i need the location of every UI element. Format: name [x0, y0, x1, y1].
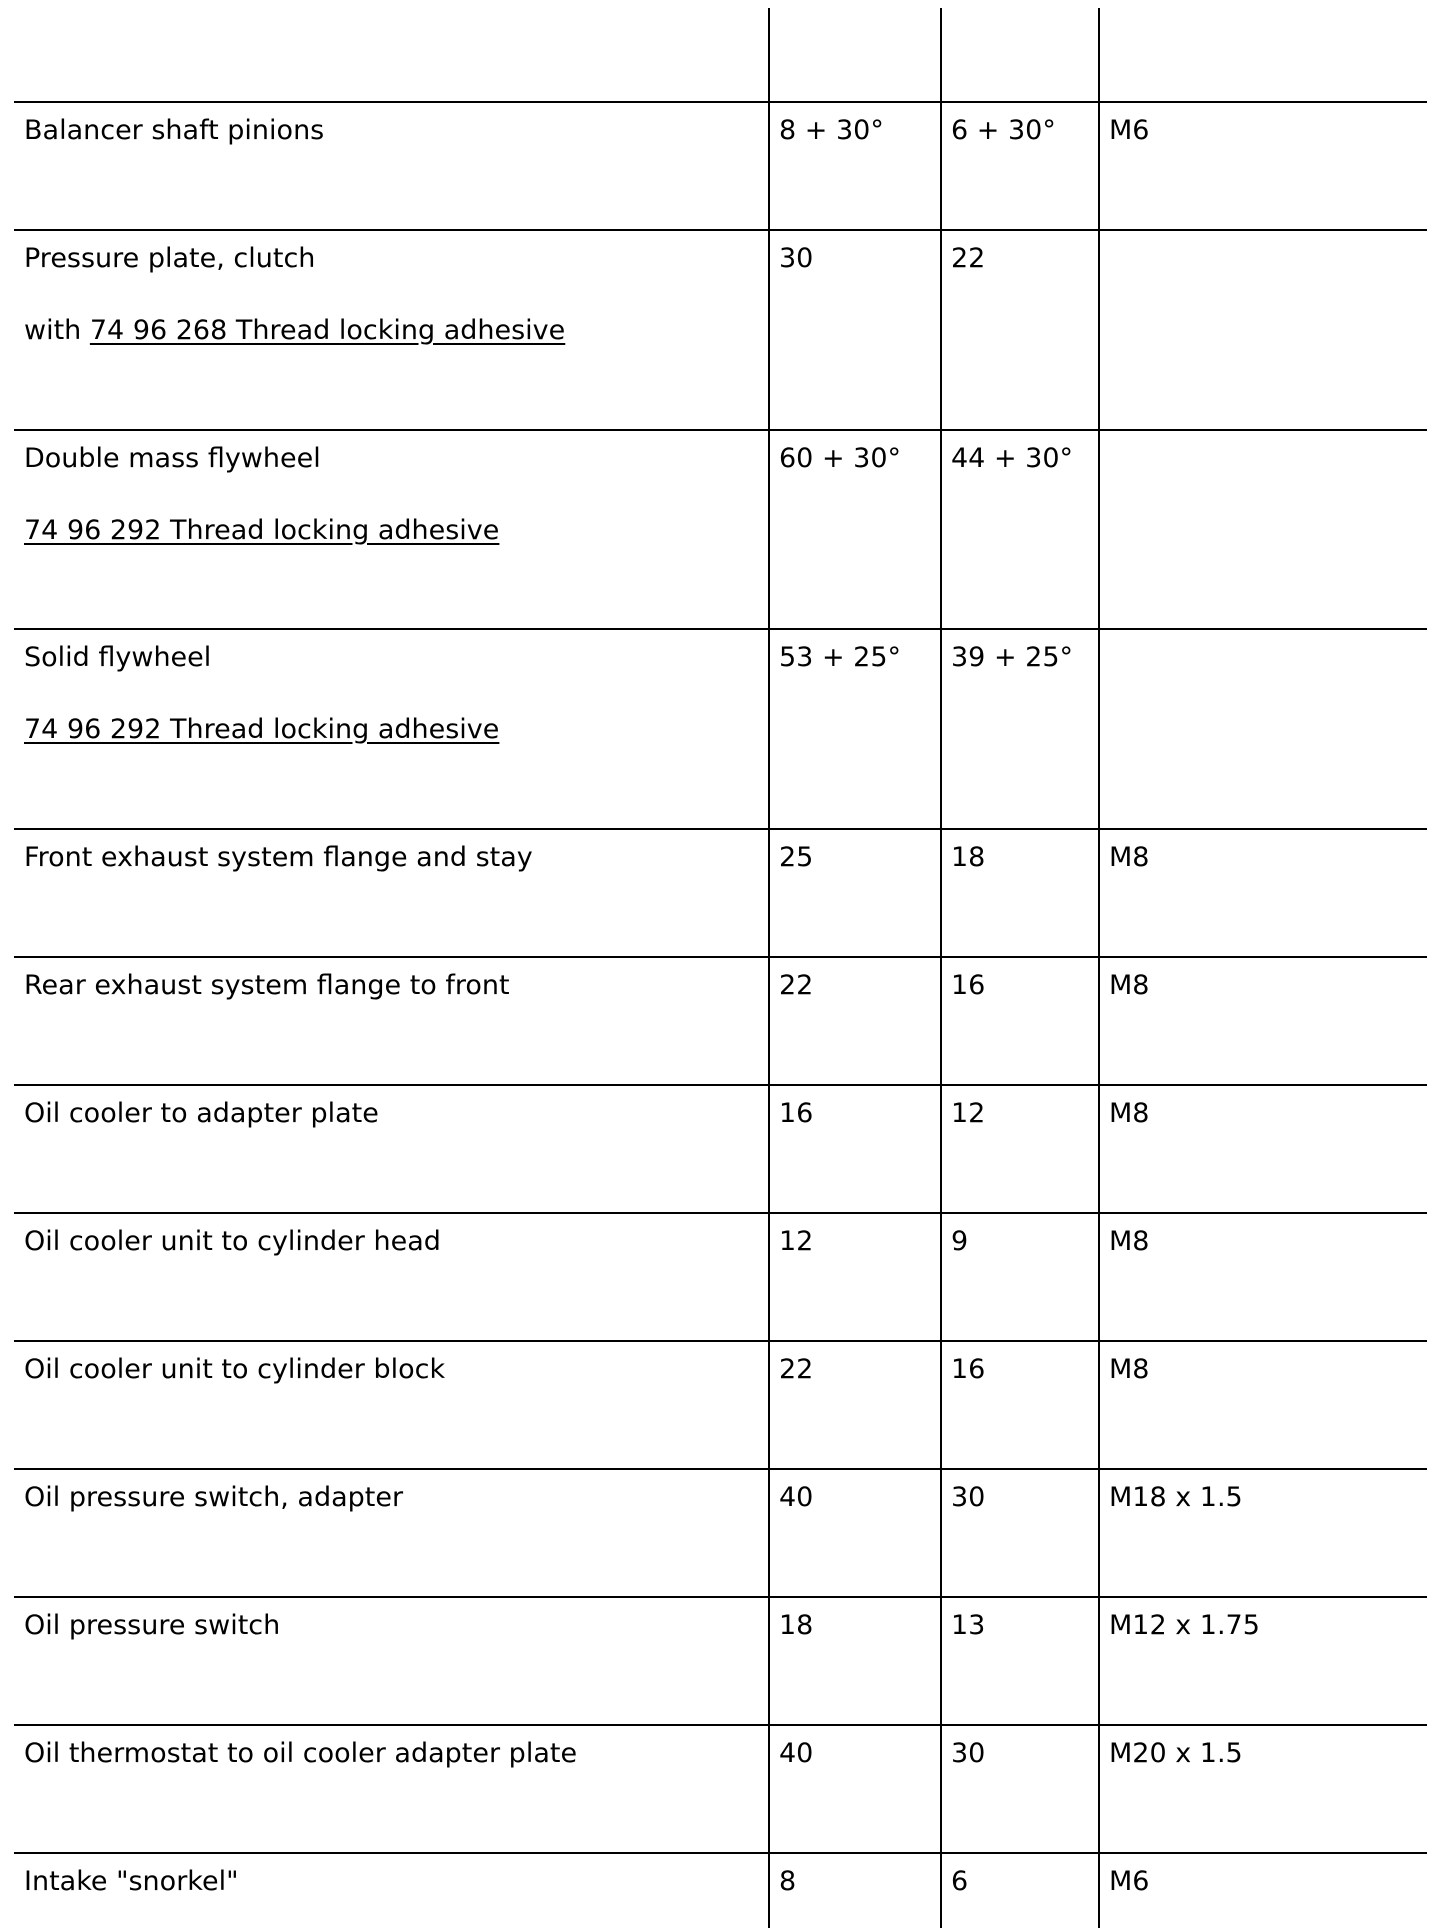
- torque-nm-value: 53 + 25°: [779, 642, 902, 673]
- row-description: Intake "snorkel": [24, 1866, 239, 1897]
- torque-lbft-value: 12: [951, 1098, 986, 1129]
- row-description: Oil cooler to adapter plate: [24, 1098, 379, 1129]
- thread-size-value: M18 x 1.5: [1109, 1482, 1243, 1513]
- torque-nm-value: 30: [779, 243, 814, 274]
- torque-lbft-value: 9: [951, 1226, 969, 1257]
- torque-spec-table: [14, 8, 1427, 1928]
- column-divider: [1098, 8, 1100, 1928]
- thread-size-value: M12 x 1.75: [1109, 1610, 1260, 1641]
- row-description: [24, 443, 499, 547]
- torque-lbft-value: 6: [951, 1866, 969, 1897]
- thread-size-value: M8: [1109, 1226, 1150, 1257]
- thread-size-value: M6: [1109, 1866, 1150, 1897]
- adhesive-reference-link[interactable]: 74 96 268 Thread locking adhesive: [89, 315, 566, 346]
- torque-lbft-value: 16: [951, 970, 986, 1001]
- row-divider: [14, 828, 1427, 830]
- row-divider: [14, 429, 1427, 431]
- row-divider: [14, 1852, 1427, 1854]
- column-divider: [940, 8, 942, 1928]
- row-description: Oil pressure switch: [24, 1610, 281, 1641]
- row-divider: [14, 956, 1427, 958]
- row-divider: [14, 1084, 1427, 1086]
- torque-nm-value: 16: [779, 1098, 814, 1129]
- row-description: Oil cooler unit to cylinder block: [24, 1354, 446, 1385]
- torque-nm-value: 8 + 30°: [779, 115, 884, 146]
- thread-size-value: M8: [1109, 1098, 1150, 1129]
- thread-size-value: M8: [1109, 970, 1150, 1001]
- column-divider: [768, 8, 770, 1928]
- torque-nm-value: 8: [779, 1866, 797, 1897]
- torque-lbft-value: 13: [951, 1610, 986, 1641]
- torque-nm-value: 60 + 30°: [779, 443, 902, 474]
- adhesive-reference-link[interactable]: 74 96 292 Thread locking adhesive: [24, 515, 500, 546]
- torque-lbft-value: 30: [951, 1738, 986, 1769]
- row-description: Rear exhaust system flange to front: [24, 970, 510, 1001]
- torque-nm-value: 40: [779, 1738, 814, 1769]
- row-divider: [14, 1212, 1427, 1214]
- row-description: [24, 243, 565, 347]
- thread-size-value: M8: [1109, 1354, 1150, 1385]
- row-description: Oil thermostat to oil cooler adapter plate: [24, 1738, 578, 1769]
- row-note: [24, 315, 565, 347]
- torque-nm-value: 22: [779, 970, 814, 1001]
- row-note-prefix: with: [24, 315, 90, 346]
- torque-nm-value: 40: [779, 1482, 814, 1513]
- torque-lbft-value: 39 + 25°: [951, 642, 1074, 673]
- torque-nm-value: 22: [779, 1354, 814, 1385]
- thread-size-value: M20 x 1.5: [1109, 1738, 1243, 1769]
- torque-nm-value: 18: [779, 1610, 814, 1641]
- row-divider: [14, 1724, 1427, 1726]
- torque-lbft-value: 30: [951, 1482, 986, 1513]
- row-description-text: Pressure plate, clutch: [24, 243, 316, 274]
- thread-size-value: M8: [1109, 842, 1150, 873]
- torque-lbft-value: 16: [951, 1354, 986, 1385]
- row-divider: [14, 1468, 1427, 1470]
- torque-lbft-value: 22: [951, 243, 986, 274]
- row-description: [24, 642, 499, 746]
- torque-lbft-value: 44 + 30°: [951, 443, 1074, 474]
- thread-size-value: M6: [1109, 115, 1150, 146]
- row-description-text: Double mass flywheel: [24, 443, 321, 474]
- torque-nm-value: 12: [779, 1226, 814, 1257]
- row-description: Balancer shaft pinions: [24, 115, 325, 146]
- torque-lbft-value: 6 + 30°: [951, 115, 1056, 146]
- torque-nm-value: 25: [779, 842, 814, 873]
- row-description-text: Solid flywheel: [24, 642, 212, 673]
- torque-lbft-value: 18: [951, 842, 986, 873]
- row-description: Front exhaust system flange and stay: [24, 842, 533, 873]
- row-divider: [14, 229, 1427, 231]
- row-divider: [14, 1596, 1427, 1598]
- row-divider: [14, 101, 1427, 103]
- row-divider: [14, 628, 1427, 630]
- row-description: Oil cooler unit to cylinder head: [24, 1226, 441, 1257]
- row-description: Oil pressure switch, adapter: [24, 1482, 404, 1513]
- adhesive-reference-link[interactable]: 74 96 292 Thread locking adhesive: [24, 714, 500, 745]
- row-divider: [14, 1340, 1427, 1342]
